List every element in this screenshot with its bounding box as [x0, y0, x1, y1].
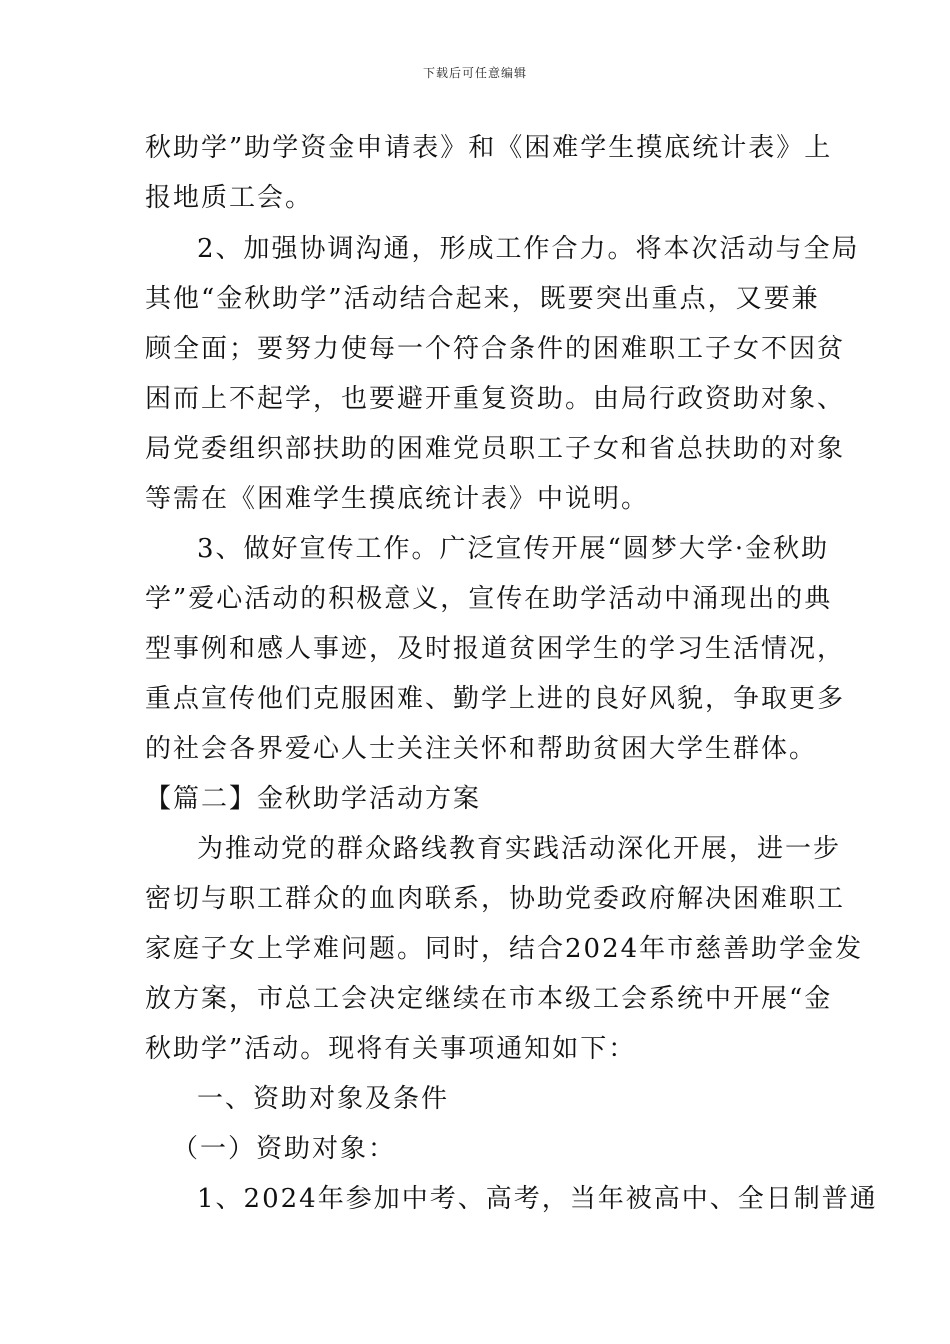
body-line: 重点宣传他们克服困难、勤学上进的良好风貌，争取更多	[145, 684, 846, 714]
body-line: 为推动党的群众路线教育实践活动深化开展，进一步	[197, 834, 842, 864]
page-header: 下载后可任意编辑	[422, 66, 527, 80]
body-line: 3、做好宣传工作。广泛宣传开展“圆梦大学·金秋助	[197, 534, 830, 564]
section-heading: 【篇二】金秋助学活动方案	[145, 784, 482, 814]
body-line: 其他“金秋助学”活动结合起来，既要突出重点，又要兼	[145, 284, 820, 314]
body-line: 困而上不起学，也要避开重复资助。由局行政资助对象、	[145, 384, 846, 414]
body-line: 等需在《困难学生摸底统计表》中说明。	[145, 484, 650, 514]
body-line: 秋助学”助学资金申请表》和《困难学生摸底统计表》上	[145, 133, 833, 163]
body-line: 局党委组织部扶助的困难党员职工子女和省总扶助的对象	[145, 434, 846, 464]
body-line: 2、加强协调沟通，形成工作合力。将本次活动与全局	[197, 234, 860, 264]
body-line: 学”爱心活动的积极意义，宣传在助学活动中涌现出的典	[145, 584, 833, 614]
body-line: 秋助学”活动。现将有关事项通知如下：	[145, 1034, 637, 1064]
body-line: 顾全面；要努力使每一个符合条件的困难职工子女不因贫	[145, 334, 846, 364]
body-line: 家庭子女上学难问题。同时，结合2024年市慈善助学金发	[145, 934, 864, 964]
subsection-heading: 一、资助对象及条件	[197, 1084, 450, 1114]
subsection-heading: （一）资助对象：	[172, 1134, 397, 1164]
body-line: 报地质工会。	[145, 183, 314, 213]
body-line: 型事例和感人事迹，及时报道贫困学生的学习生活情况，	[145, 634, 846, 664]
body-line: 1、2024年参加中考、高考，当年被高中、全日制普通	[197, 1184, 878, 1214]
body-line: 的社会各界爱心人士关注关怀和帮助贫困大学生群体。	[145, 734, 818, 764]
body-line: 放方案，市总工会决定继续在市本级工会系统中开展“金	[145, 984, 833, 1014]
body-line: 密切与职工群众的血肉联系，协助党委政府解决困难职工	[145, 884, 846, 914]
